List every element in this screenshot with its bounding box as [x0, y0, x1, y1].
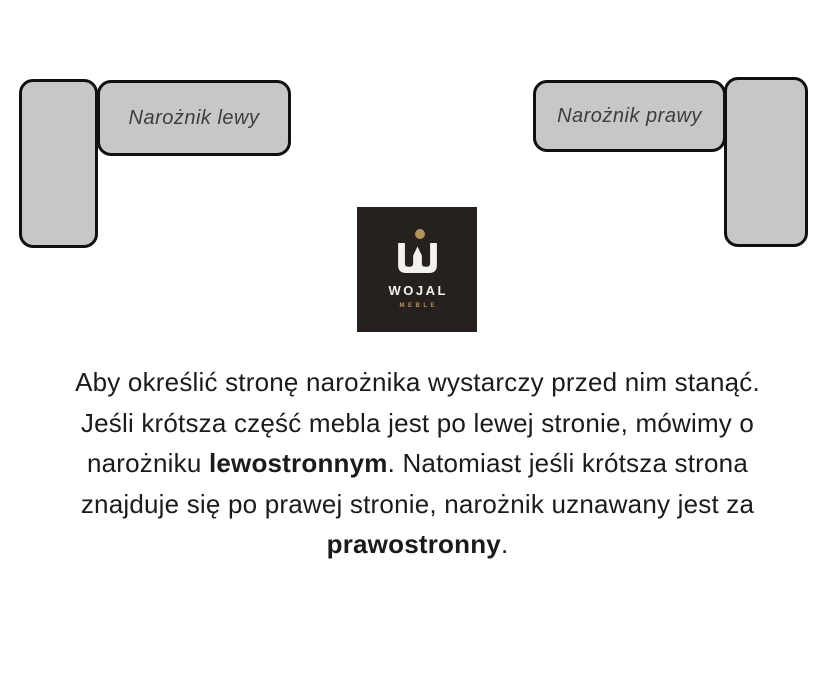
iw-monogram-icon — [397, 243, 438, 274]
paragraph-line: prawostronny. — [326, 529, 509, 559]
paragraph-line: narożniku lewostronnym. Natomiast jeśli krótsza strona — [86, 448, 749, 478]
left-sofa-label: Narożnik lewy — [128, 106, 260, 129]
paragraph-line: znajduje się po prawej stronie, narożnik uznawany jest za — [80, 488, 755, 519]
logo-dot-icon — [415, 229, 425, 239]
left-sofa-long-side-shape — [97, 80, 291, 156]
right-sofa-short-side-shape — [724, 77, 808, 247]
logo-brand-text: WOJAL — [388, 283, 448, 298]
paragraph-line: Jeśli krótsza część mebla jest po lewej stronie, mówimy o — [80, 407, 755, 438]
description-paragraph — [0, 362, 835, 565]
right-sofa-long-side-shape — [533, 80, 726, 152]
left-sofa-short-side-shape — [19, 79, 98, 248]
wojal-logo — [357, 207, 477, 332]
logo-subtitle-text: MEBLE — [399, 303, 438, 309]
right-sofa-label: Narożnik prawy — [557, 104, 702, 127]
paragraph-line: Aby określić stronę narożnika wystarczy przed nim stanąć. — [75, 367, 760, 397]
